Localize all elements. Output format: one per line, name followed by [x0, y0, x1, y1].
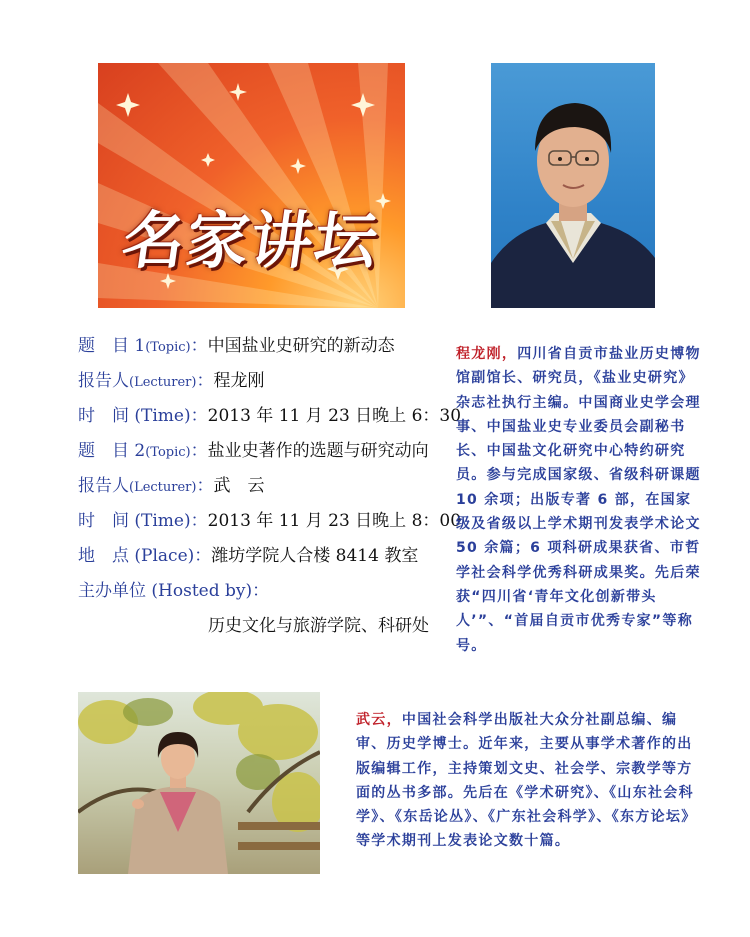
portrait-woman-graphic	[78, 692, 320, 874]
lecturer-2-label: 报告人	[78, 476, 129, 496]
lecturer-2-photo	[78, 692, 320, 874]
lecturer-1-photo	[491, 63, 655, 308]
time-2-row	[78, 509, 462, 544]
lecturer-1-bio-text: 四川省自贡市盐业历史博物馆副馆长、研究员，《盐业史研究》杂志社执行主编。中国商业史学会理事、中国盐业史专业委员会副秘书长、中国盐文化研究中心特约研究员。参与完成国家级、省级科研课题 10 余项；出版专著 6 部，在国家级及省级以上学术期刊发表学术论文 50 余篇；6 项科研成果获省、市哲学社会科学优秀科研成果奖。先后荣获“四川省‘青年文化创新带头人’”、“首届自贡市优秀专家”等称号。	[456, 346, 701, 654]
hosted-label: 主办单位 (Hosted by)：	[78, 581, 270, 601]
lecturer-2-label-en: (Lecturer)	[129, 480, 197, 495]
lecturer-2-bio-text: 中国社会科学出版社大众分社副总编、编审、历史学博士。近年来，主要从事学术著作的出版编辑工作，主持策划文史、社会学、宗教学等方面的丛书多部。先后在《学术研究》、《山东社会科学》、《东岳论丛》、《广东社会科学》、《东方论坛》等学术期刊上发表论文数十篇。	[356, 712, 697, 850]
event-info	[78, 334, 462, 649]
topic-2-value: 盐业史著作的选题与研究动向	[207, 441, 429, 461]
lecturer-2-bio	[356, 708, 706, 854]
lecturer-1-value: 程龙刚	[213, 371, 265, 391]
lecturer-1-bio	[456, 342, 702, 658]
place-label: 地 点 (Place)：	[78, 546, 212, 566]
lecturer-1-label: 报告人	[78, 371, 129, 391]
topic-2-label: 题 目 2	[78, 441, 146, 461]
lecturer-2-value: 武 云	[213, 476, 265, 496]
portrait-man-graphic	[491, 63, 655, 308]
lecturer-1-row: 报告人(Lecturer)：程龙刚	[78, 371, 265, 391]
time-1-label: 时 间 (Time)：	[78, 406, 208, 426]
place-value: 潍坊学院人合楼 8414 教室	[211, 546, 419, 566]
banner-title: 名家讲坛	[117, 204, 384, 277]
hosted-row	[78, 579, 448, 614]
lecturer-2-bio-name: 武云，	[356, 712, 402, 728]
place-row	[78, 544, 448, 579]
time-2-value: 2013 年 11 月 23 日晚上 8：00	[207, 511, 462, 531]
lecture-banner	[98, 63, 405, 308]
topic-1-label-en: (Topic)	[145, 340, 191, 355]
time-2-label: 时 间 (Time)：	[78, 511, 208, 531]
lecturer-1-label-en: (Lecturer)	[129, 375, 197, 390]
time-1-row	[78, 404, 462, 439]
hosted-value: 历史文化与旅游学院、科研处	[208, 616, 429, 636]
time-1-value: 2013 年 11 月 23 日晚上 6：30	[207, 406, 462, 426]
topic-1-row: 题 目 1(Topic)：中国盐业史研究的新动态	[78, 336, 395, 356]
hosted-value-row	[78, 614, 448, 649]
topic-1-label: 题 目 1	[78, 336, 146, 356]
topic-2-row: 题 目 2(Topic)：盐业史著作的选题与研究动向	[78, 441, 429, 461]
topic-2-label-en: (Topic)	[145, 445, 191, 460]
topic-1-value: 中国盐业史研究的新动态	[207, 336, 395, 356]
lecturer-1-bio-name: 程龙刚，	[456, 346, 518, 362]
lecturer-2-row: 报告人(Lecturer)：武 云	[78, 476, 265, 496]
